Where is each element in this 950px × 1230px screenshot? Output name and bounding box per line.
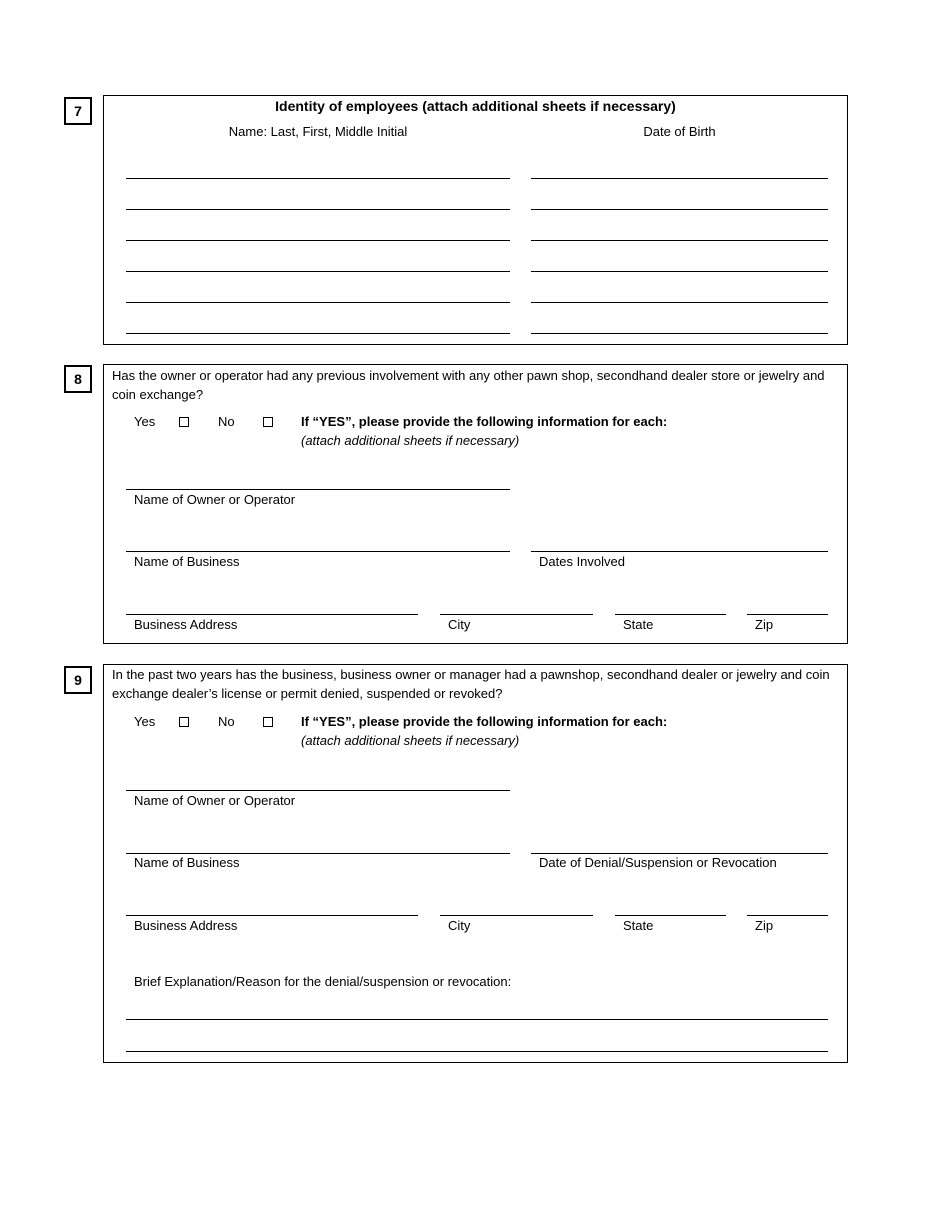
employee-dob-line-2[interactable] [531,209,828,210]
section-8-dates-label: Dates Involved [539,554,625,569]
section-8-number: 8 [64,365,92,393]
section-9-no-checkbox[interactable] [263,717,273,727]
section-8-yes-checkbox[interactable] [179,417,189,427]
section-9-explanation-line-2[interactable] [126,1051,828,1052]
section-9-state-label: State [623,918,654,933]
employee-name-column-header: Name: Last, First, Middle Initial [228,124,408,139]
section-9-no-label: No [218,714,235,729]
section-8-address-label: Business Address [134,617,238,632]
employee-dob-line-6[interactable] [531,333,828,334]
section-8-city-label: City [448,617,471,632]
section-9-business-line[interactable] [126,853,510,854]
section-9-question: In the past two years has the business, business owner or manager had a pawnshop, secondhand dealer or jewelry and coin exchange dealer’s license or permit denied, suspended or revoked? [112,667,830,701]
section-9-owner-label: Name of Owner or Operator [134,793,296,808]
employee-dob-line-4[interactable] [531,271,828,272]
section-8-business-label: Name of Business [134,554,240,569]
section-8-owner-line[interactable] [126,489,510,490]
section-8-dates-line[interactable] [531,551,828,552]
section-9-business-label: Name of Business [134,855,240,870]
section-9-explanation-line-1[interactable] [126,1019,828,1020]
employee-dob-line-1[interactable] [531,178,828,179]
section-9-zip-line[interactable] [747,915,828,916]
section-8-business-line[interactable] [126,551,510,552]
section-8-zip-line[interactable] [747,614,828,615]
section-7-title: Identity of employees (attach additional sheets if necessary) [275,98,676,114]
section-9-address-line[interactable] [126,915,418,916]
employee-name-line-5[interactable] [126,302,510,303]
section-8-no-label: No [218,414,235,429]
section-8-city-line[interactable] [440,614,593,615]
section-8-state-label: State [623,617,654,632]
section-9-yes-label: Yes [134,714,156,729]
section-8-attach-note: (attach additional sheets if necessary) [301,433,520,448]
section-9-owner-line[interactable] [126,790,510,791]
section-9-number: 9 [64,666,92,694]
employee-dob-line-3[interactable] [531,240,828,241]
employee-dob-line-5[interactable] [531,302,828,303]
employee-name-line-1[interactable] [126,178,510,179]
employee-name-line-6[interactable] [126,333,510,334]
section-9-state-line[interactable] [615,915,726,916]
section-9-yes-checkbox[interactable] [179,717,189,727]
section-9-address-label: Business Address [134,918,238,933]
section-8-state-line[interactable] [615,614,726,615]
section-8-instruction: If “YES”, please provide the following information for each: [301,414,668,429]
section-8-zip-label: Zip [755,617,774,632]
section-8-question: Has the owner or operator had any previous involvement with any other pawn shop, secondhand dealer store or jewelry and coin exchange? [112,368,825,402]
section-7-number: 7 [64,97,92,125]
section-9-zip-label: Zip [755,918,774,933]
section-9-date-line[interactable] [531,853,828,854]
section-9-city-line[interactable] [440,915,593,916]
section-8-yes-label: Yes [134,414,156,429]
section-8-address-line[interactable] [126,614,418,615]
date-of-birth-column-header: Date of Birth [643,124,716,139]
section-9-instruction: If “YES”, please provide the following information for each: [301,714,668,729]
employee-name-line-2[interactable] [126,209,510,210]
employee-name-line-4[interactable] [126,271,510,272]
section-9-date-label: Date of Denial/Suspension or Revocation [539,855,777,870]
employee-name-line-3[interactable] [126,240,510,241]
section-9-attach-note: (attach additional sheets if necessary) [301,733,520,748]
section-8-no-checkbox[interactable] [263,417,273,427]
section-8-owner-label: Name of Owner or Operator [134,492,296,507]
section-9-city-label: City [448,918,471,933]
section-9-explanation-label: Brief Explanation/Reason for the denial/suspension or revocation: [134,974,512,989]
